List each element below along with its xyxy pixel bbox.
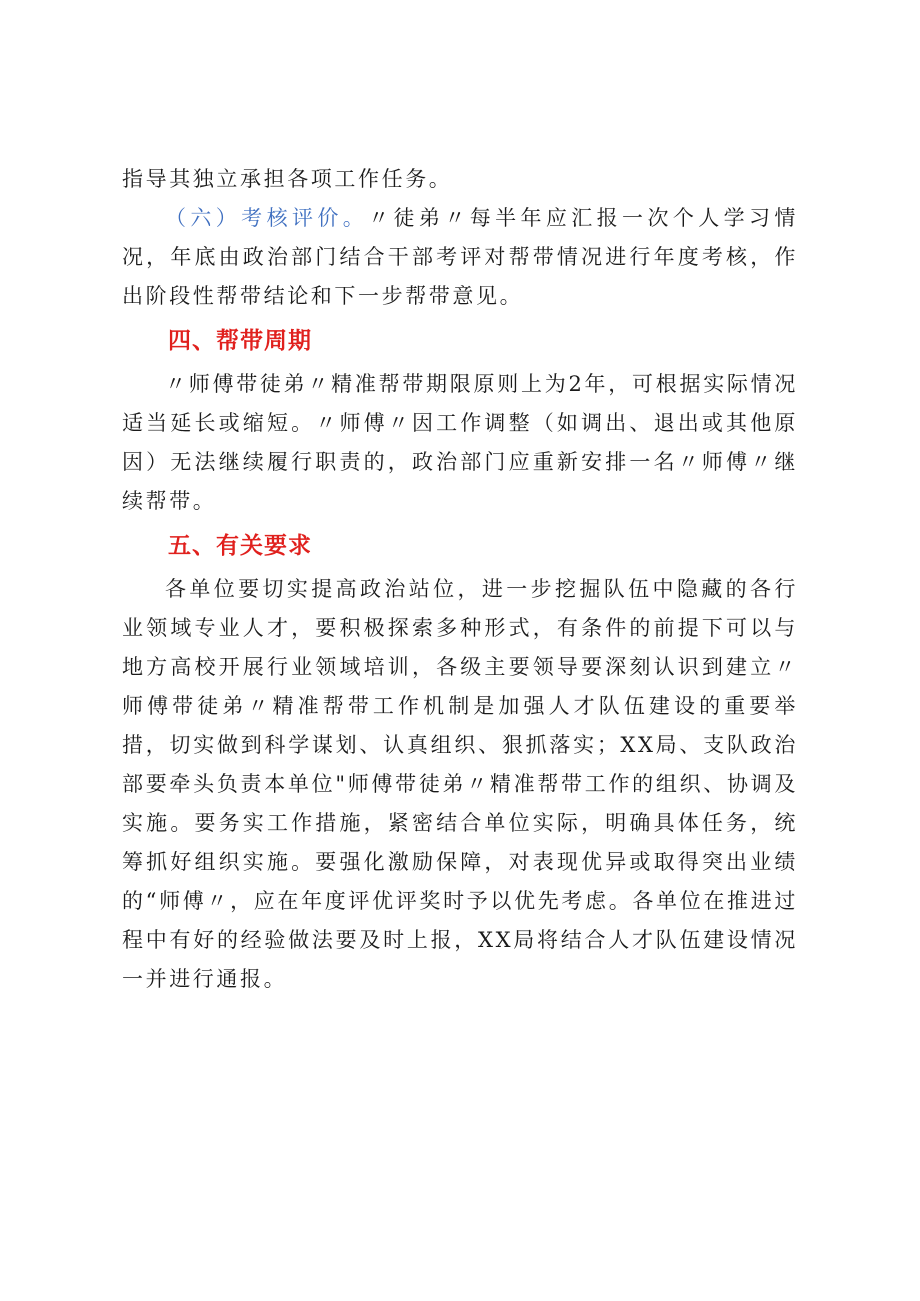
assessment-subheading: （六）考核评价。	[165, 206, 369, 230]
paragraph-continuation	[122, 160, 798, 199]
paragraph-period	[122, 365, 798, 521]
section-heading-period: 四、帮带周期	[168, 328, 312, 354]
section-heading-requirements: 五、有关要求	[168, 533, 312, 559]
period-body: 〃师傅带徒弟〃精准帮带期限原则上为2年，可根据实际情况适当延长或缩短。〃师傅〃因工作调整（如调出、退出或其他原因）无法继续履行职责的，政治部门应重新安排一名〃师傅〃继续帮带。	[122, 372, 798, 513]
requirements-body: 各单位要切实提高政治站位，进一步挖掘队伍中隐藏的各行业领域专业人才，要积极探索多种形式，有条件的前提下可以与地方高校开展行业领域培训，各级主要领导要深刻认识到建立〃师傅带徒弟〃精准帮带工作机制是加强人才队伍建设的重要举措，切实做到科学谋划、认真组织、狠抓落实；XX局、支队政治部要牵头负责本单位"师傅带徒弟〃精准帮带工作的组织、协调及实施。要务实工作措施，紧密结合单位实际，明确具体任务，统筹抓好组织实施。要强化激励保障，对表现优异或取得突出业绩的“师傅〃，应在年度评优评奖时予以优先考虑。各单位在推进过程中有好的经验做法要及时上报，XX局将结合人才队伍建设情况一并进行通报。	[122, 577, 798, 991]
paragraph-assessment	[122, 199, 798, 316]
paragraph-continuation-text: 指导其独立承担各项工作任务。	[122, 167, 453, 191]
document-body	[122, 160, 798, 999]
paragraph-requirements	[122, 570, 798, 999]
assessment-body: 〃徒弟〃每半年应汇报一次个人学习情况，年底由政治部门结合干部考评对帮带情况进行年度考核，作出阶段性帮带结论和下一步帮带意见。	[122, 206, 798, 308]
